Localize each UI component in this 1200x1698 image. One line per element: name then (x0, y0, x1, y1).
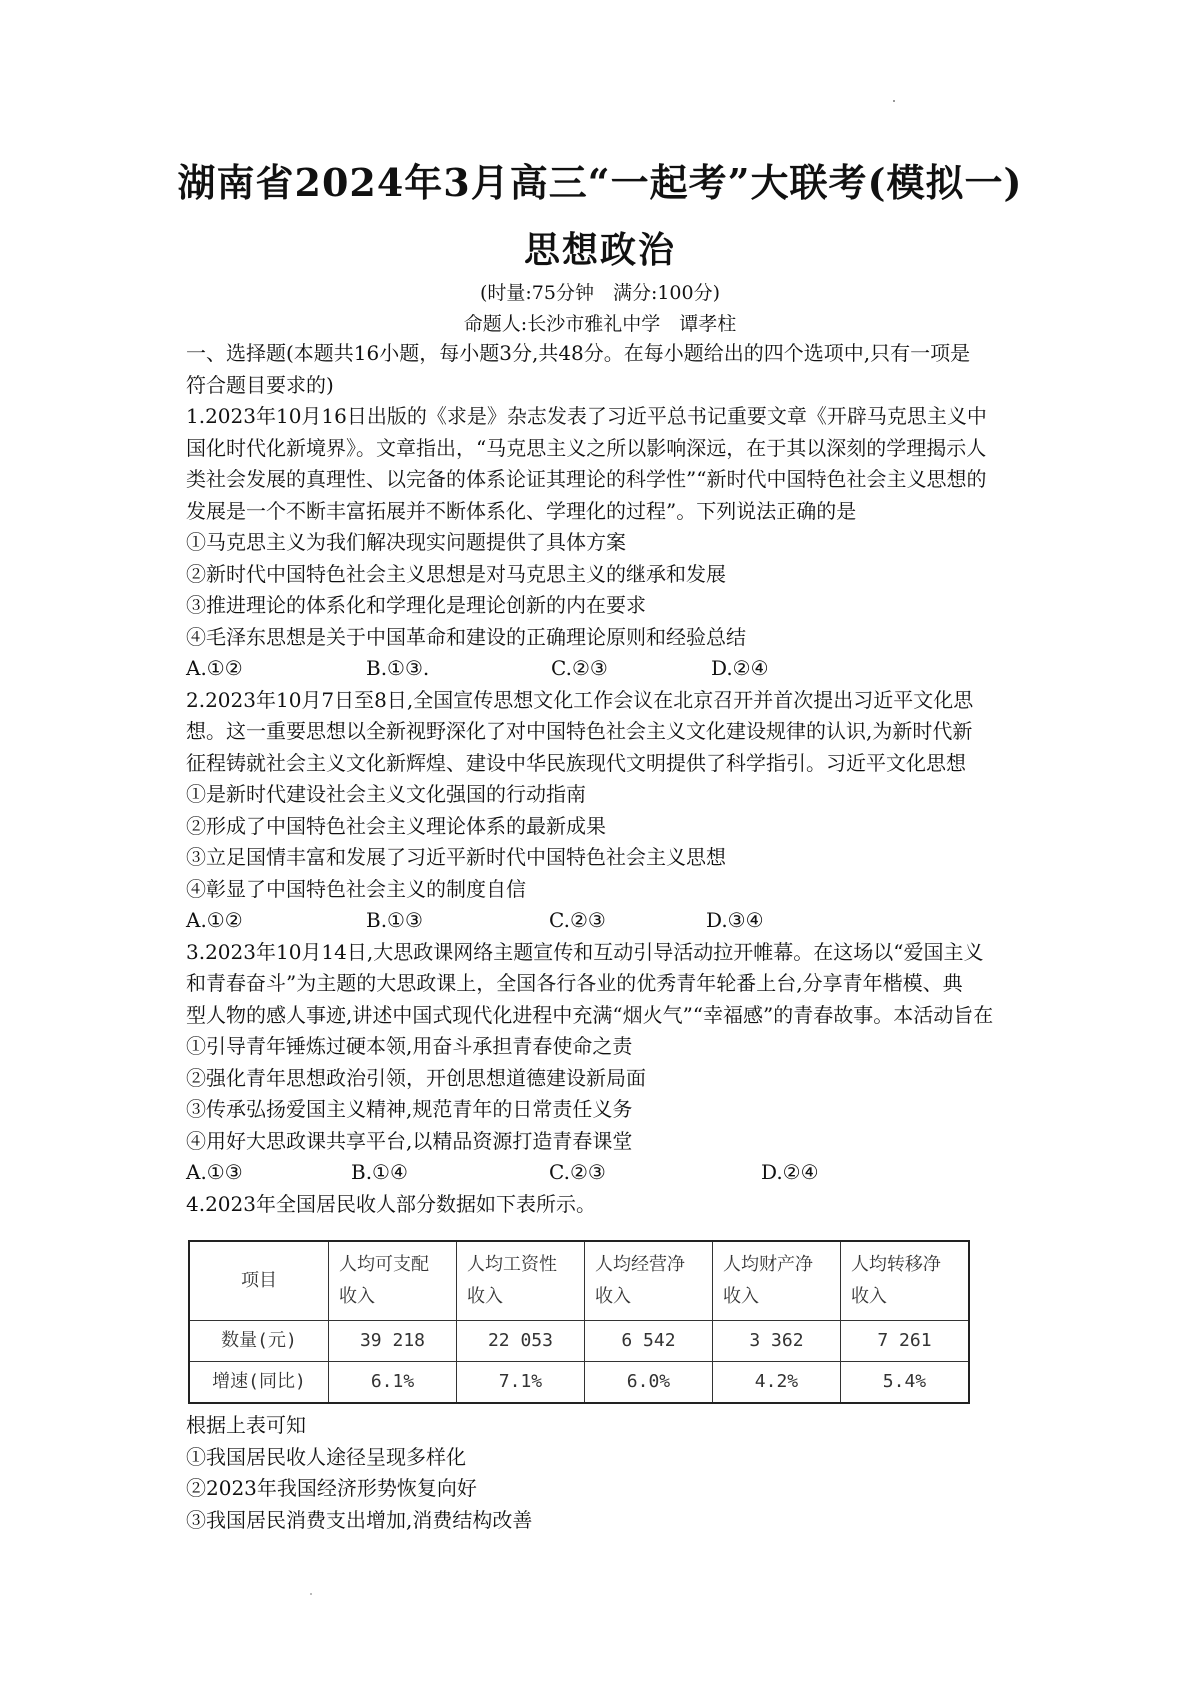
table-cell: 4.2% (712, 1362, 840, 1404)
option-d: D.②④ (761, 1160, 819, 1184)
question-3-item: ③传承弘扬爱国主义精神,规范青年的日常责任义务 (186, 1097, 633, 1121)
question-3-item: ④用好大思政课共享平台,以精品资源打造青春课堂 (186, 1128, 633, 1153)
question-4-stem: 4.2023年全国居民收人部分数据如下表所示。 (186, 1191, 596, 1216)
option-a: A.①② (186, 656, 243, 680)
question-2-stem: 2.2023年10月7日至8日,全国宣传思想文化工作会议在北京召开并首次提出习近平文化思 (186, 687, 974, 712)
question-1-stem: 1.2023年10月16日出版的《求是》杂志发表了习近平总书记重要文章《开辟马克思主义中 (186, 404, 987, 428)
question-4-item: ①我国居民收人途径呈现多样化 (186, 1444, 466, 1469)
question-2-options (186, 905, 1026, 937)
table-cell: 6 542 (584, 1321, 712, 1362)
table-cell: 6.1% (329, 1362, 457, 1404)
question-1-stem: 国化时代化新境界》。文章指出，“马克思主义之所以影响深远，在于其以深刻的学理揭示人 (186, 435, 987, 460)
exam-content (186, 338, 1026, 1536)
option-c: C.②③ (551, 656, 608, 680)
table-header-row (189, 1241, 969, 1321)
table-cell: 6.0% (584, 1362, 712, 1404)
question-2-item: ②形成了中国特色社会主义理论体系的最新成果 (186, 813, 606, 838)
question-3-stem: 和青春奋斗”为主题的大思政课上，全国各行各业的优秀青年轮番上台,分享青年楷模、典 (186, 971, 963, 995)
table-header-cell: 人均工资性 收入 (456, 1241, 584, 1321)
table-cell: 增速(同比) (189, 1362, 329, 1404)
question-1-item: ④毛泽东思想是关于中国革命和建设的正确理论原则和经验总结 (186, 624, 746, 649)
option-b: B.①③ (366, 908, 423, 932)
exam-subject: 思想政治 (523, 229, 676, 271)
table-header-cell: 人均经营净 收入 (584, 1241, 712, 1321)
question-2-item: ③立足国情丰富和发展了习近平新时代中国特色社会主义思想 (186, 845, 726, 869)
question-2-stem: 征程铸就社会主义文化新辉煌、建设中华民族现代文明提供了科学指引。习近平文化思想 (186, 750, 966, 775)
time-info: (时量:75分钟 满分:100分) (479, 282, 721, 304)
question-4-item: ②2023年我国经济形势恢复向好 (186, 1476, 477, 1500)
question-1-stem: 类社会发展的真理性、以完备的体系论证其理论的科学性”“新时代中国特色社会主义思想的 (186, 467, 987, 491)
question-1-item: ①马克思主义为我们解决现实问题提供了具体方案 (186, 530, 626, 554)
question-2-item: ①是新时代建设社会主义文化强国的行动指南 (186, 782, 586, 806)
question-2-stem: 想。这一重要思想以全新视野深化了对中国特色社会主义文化建设规律的认识,为新时代新 (186, 719, 973, 743)
exam-title: 湖南省2024年3月高三“一起考”大联考(模拟一) (177, 160, 1023, 205)
table-cell: 5.4% (840, 1362, 969, 1404)
question-3-options (186, 1157, 1026, 1189)
scan-speck (310, 1593, 312, 1595)
table-cell: 7 261 (840, 1321, 969, 1362)
question-2-item: ④彰显了中国特色社会主义的制度自信 (186, 876, 526, 901)
question-3-stem: 型人物的感人事迹,讲述中国式现代化进程中充满“烟火气”“幸福感”的青春故事。本活动旨在 (186, 1002, 994, 1027)
table-header-cell: 项目 (189, 1241, 329, 1321)
author-info: 命题人:长沙市雅礼中学 谭孝柱 (463, 313, 737, 335)
scan-speck (893, 100, 895, 102)
section-heading: 符合题目要求的) (186, 372, 334, 397)
table-header-cell: 人均可支配 收入 (329, 1241, 457, 1321)
table-row (189, 1362, 969, 1404)
question-1-stem: 发展是一个不断丰富拓展并不断体系化、学理化的过程”。下列说法正确的是 (186, 498, 857, 523)
option-a: A.①③ (186, 1160, 243, 1184)
question-1-item: ②新时代中国特色社会主义思想是对马克思主义的继承和发展 (186, 561, 726, 586)
option-d: D.②④ (711, 656, 769, 680)
question-4-after: 根据上表可知 (186, 1413, 306, 1437)
table-header-cell: 人均财产净 收入 (712, 1241, 840, 1321)
option-b: B.①③. (366, 656, 430, 680)
question-3-item: ②强化青年思想政治引领，开创思想道德建设新局面 (186, 1065, 646, 1090)
option-c: C.②③ (549, 908, 606, 932)
table-cell: 22 053 (456, 1321, 584, 1362)
option-b: B.①④ (351, 1160, 408, 1184)
table-row (189, 1321, 969, 1362)
question-1-item: ③推进理论的体系化和学理化是理论创新的内在要求 (186, 593, 646, 617)
table-cell: 3 362 (712, 1321, 840, 1362)
question-1-options (186, 653, 1026, 685)
table-cell: 7.1% (456, 1362, 584, 1404)
option-a: A.①② (186, 908, 243, 932)
table-cell: 39 218 (329, 1321, 457, 1362)
question-3-stem: 3.2023年10月14日,大思政课网络主题宣传和互动引导活动拉开帷幕。在这场以“爱国主义 (186, 939, 984, 964)
table-header-cell: 人均转移净 收入 (840, 1241, 969, 1321)
question-3-item: ①引导青年锤炼过硬本领,用奋斗承担青春使命之责 (186, 1034, 633, 1058)
income-table (188, 1240, 970, 1404)
option-c: C.②③ (549, 1160, 606, 1184)
option-d: D.③④ (706, 908, 764, 932)
table-cell: 数量(元) (189, 1321, 329, 1362)
section-heading: 一、选择题(本题共16小题，每小题3分,共48分。在每小题给出的四个选项中,只有一项是 (186, 341, 971, 365)
question-4-item: ③我国居民消费支出增加,消费结构改善 (186, 1507, 533, 1532)
